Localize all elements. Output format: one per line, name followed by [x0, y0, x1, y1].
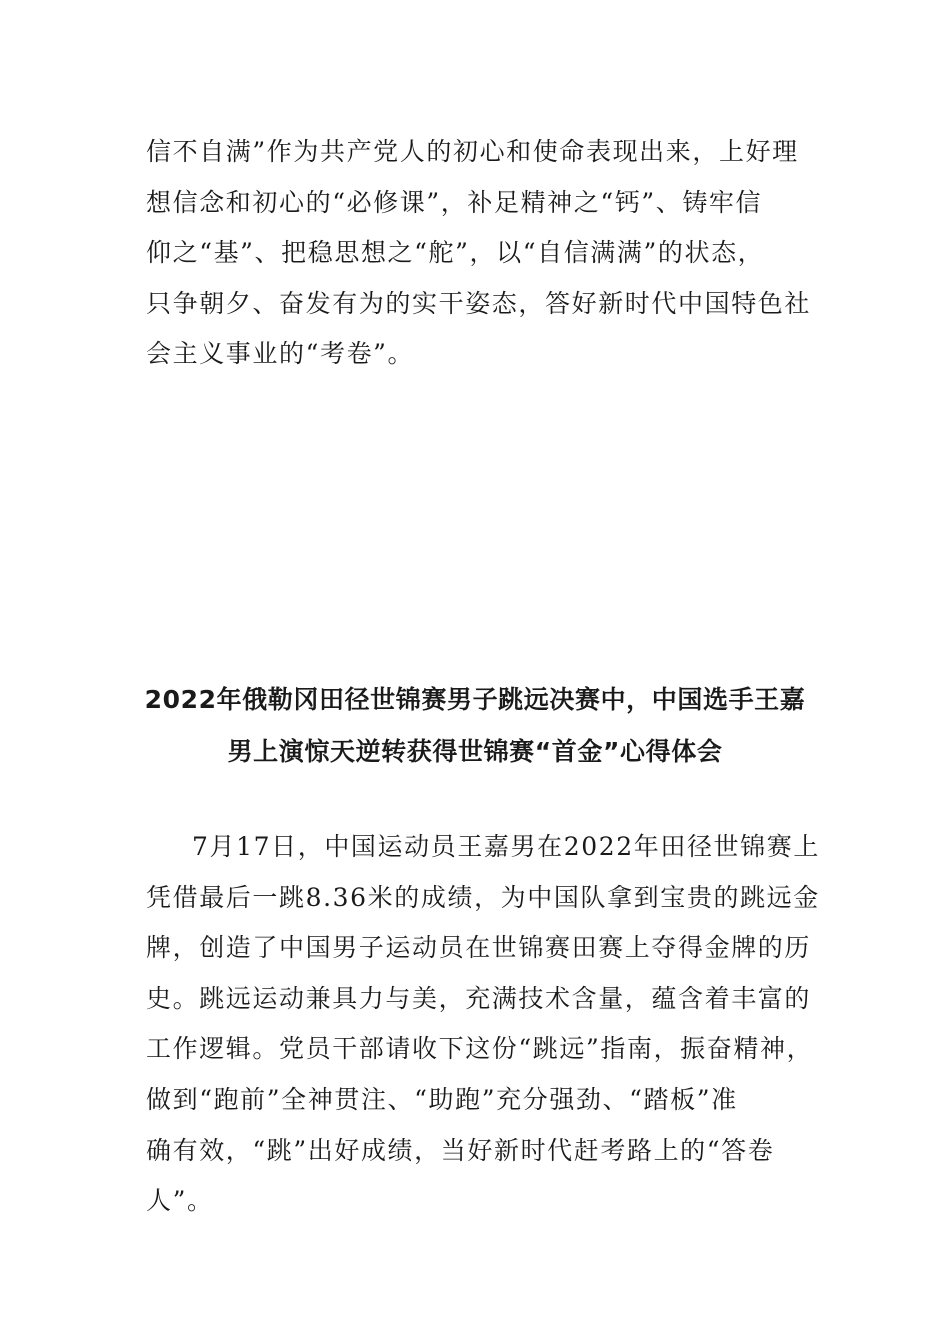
- paragraph-line: 史。跳远运动兼具力与美，充满技术含量，蕴含着丰富的: [146, 983, 812, 1013]
- title-line: 2022年俄勒冈田径世锦赛男子跳远决赛中，中国选手王嘉: [144, 685, 806, 714]
- article-paragraph: [146, 822, 820, 1227]
- paragraph-line: 确有效，“跳”出好成绩，当好新时代赶考路上的“答卷: [146, 1135, 775, 1165]
- paragraph-line: 凭借最后一跳8.36米的成绩，为中国队拿到宝贵的跳远金: [146, 882, 820, 912]
- paragraph-line: 想信念和初心的“必修课”，补足精神之“钙”、铸牢信: [146, 187, 763, 217]
- paragraph-line: 做到“跑前”全神贯注、“助跑”充分强劲、“踏板”准: [146, 1084, 738, 1114]
- paragraph-line: 信不自满”作为共产党人的初心和使命表现出来，上好理: [146, 137, 799, 166]
- title-line: 男上演惊天逆转获得世锦赛“首金”心得体会: [227, 737, 723, 766]
- paragraph-line: 会主义事业的“考卷”。: [146, 339, 415, 369]
- continued-paragraph: [146, 127, 812, 380]
- paragraph-line: 工作逻辑。党员干部请收下这份“跳远”指南，振奋精神，: [146, 1034, 814, 1064]
- paragraph-line: 牌，创造了中国男子运动员在世锦赛田赛上夺得金牌的历: [146, 933, 812, 963]
- paragraph-line: 7月17日，中国运动员王嘉男在2022年田径世锦赛上: [192, 832, 820, 861]
- paragraph-line: 人”。: [146, 1186, 214, 1216]
- article-title: [100, 674, 850, 778]
- paragraph-line: 仰之“基”、把稳思想之“舵”，以“自信满满”的状态，: [146, 238, 765, 268]
- paragraph-line: 只争朝夕、奋发有为的实干姿态，答好新时代中国特色社: [146, 288, 812, 318]
